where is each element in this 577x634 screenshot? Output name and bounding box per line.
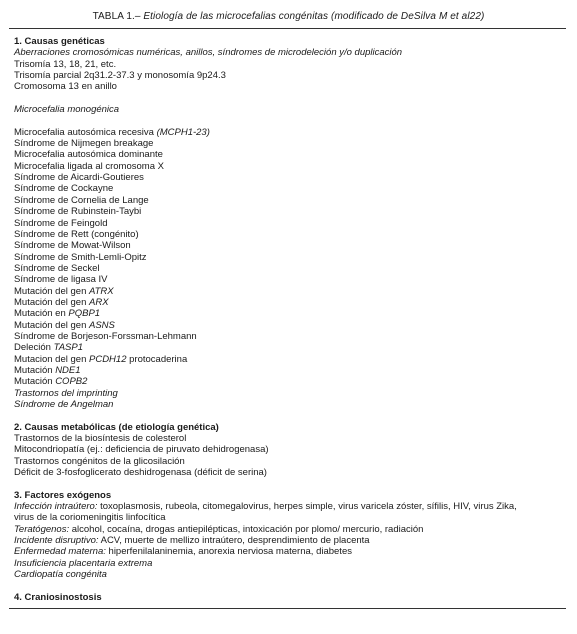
list-item: Microcefalia ligada al cromosoma X [14, 160, 164, 172]
item-text: Mutación [14, 376, 56, 388]
table-caption: Etiología de las microcefalias congénitas (modificado de DeSilva M et al22) [143, 11, 485, 22]
list-item: Síndrome de Mowat-Wilson [14, 240, 131, 252]
list-item: Insuficiencia placentaria extrema [14, 557, 153, 569]
list-item [14, 501, 564, 512]
list-item: Síndrome de Nijmegen breakage [14, 138, 154, 150]
list-item: Síndrome de Angelman [14, 399, 114, 410]
list-item [14, 365, 564, 376]
top-rule [9, 28, 566, 29]
list-item: Trisomía parcial 2q31.2-37.3 y monosomía 9p24.3 [14, 70, 226, 82]
list-item [14, 297, 564, 308]
list-item: Síndrome de ligasa IV [14, 274, 108, 286]
item-text: toxoplasmosis, rubeola, citomegalovirus, herpes simple, virus varicela zóster, sífilis, HIV, virus Zika, [97, 501, 517, 513]
list-item: Cardiopatía congénita [14, 569, 107, 581]
gene-name: ATRX [89, 285, 114, 297]
spacer [14, 478, 564, 489]
item-label: Teratógenos: [14, 523, 70, 535]
gene-name: PQBP1 [68, 308, 101, 320]
subheading-monogenic: Microcefalia monogénica [14, 104, 120, 116]
table-title [0, 11, 577, 22]
item-label: Enfermedad materna: [14, 546, 106, 558]
gene-name: COPB2 [55, 376, 88, 388]
list-item [14, 535, 564, 546]
list-item: Síndrome de Cockayne [14, 183, 114, 195]
list-item: Trastornos congénitos de la glicosilación [14, 455, 185, 467]
item-label: Infección intraútero: [14, 501, 98, 513]
table-number: TABLA 1.– [92, 11, 144, 22]
list-item: Síndrome de Rubinstein-Taybi [14, 206, 142, 218]
item-text: alcohol, cocaína, drogas antiepilépticas, intoxicación por plomo/ mercurio, radiación [69, 523, 424, 535]
list-item: Síndrome de Rett (congénito) [14, 228, 139, 240]
list-item [14, 286, 564, 297]
item-text: ACV, muerte de mellizo intraútero, desprendimiento de placenta [98, 535, 370, 547]
list-item [14, 524, 564, 535]
gene-name: ASNS [89, 319, 115, 331]
section-heading-metabolic: 2. Causas metabólicas (de etiología genética) [14, 421, 219, 433]
list-item: Síndrome de Smith-Lemli-Opitz [14, 251, 147, 263]
gene-name: NDE1 [55, 364, 81, 376]
list-item: Trastornos del imprinting [14, 387, 118, 399]
spacer [14, 581, 564, 592]
item-label: Incidente disruptivo: [14, 535, 99, 547]
list-item: Aberraciones cromosómicas numéricas, anillos, síndromes de microdeleción y/o duplicación [14, 47, 403, 59]
list-item: Mitocondriopatía (ej.: deficiencia de piruvato dehidrogenasa) [14, 444, 269, 456]
item-text: protocaderina [126, 353, 188, 365]
item-text: Mutación en [14, 308, 69, 320]
list-item: Síndrome de Borjeson-Forssman-Lehmann [14, 330, 197, 342]
item-text: hiperfenilalaninemia, anorexia nerviosa materna, diabetes [105, 546, 352, 558]
list-item [14, 354, 564, 365]
gene-name: TASP1 [53, 342, 83, 354]
item-text: Mutación del gen [14, 296, 89, 308]
list-item [14, 342, 564, 353]
list-item: Síndrome de Seckel [14, 262, 100, 274]
table-body [14, 36, 564, 603]
list-item [14, 376, 564, 387]
list-item [14, 320, 564, 331]
item-text: Mutación del gen [14, 319, 89, 331]
list-item: Síndrome de Cornelia de Lange [14, 194, 149, 206]
item-text: Mutación [14, 364, 56, 376]
gene-name: ARX [89, 296, 109, 308]
list-item: Cromosoma 13 en anillo [14, 81, 117, 93]
list-item: Síndrome de Feingold [14, 217, 108, 229]
list-item [14, 127, 564, 138]
list-item: virus de la coriomeningitis linfocítica [14, 512, 166, 524]
spacer [14, 115, 564, 126]
spacer [14, 410, 564, 421]
section-heading-exogenous: 3. Factores exógenos [14, 489, 112, 501]
item-text: Microcefalia autosómica recesiva [14, 126, 157, 138]
list-item: Trisomía 13, 18, 21, etc. [14, 58, 117, 70]
list-item: Trastornos de la biosíntesis de colesterol [14, 433, 187, 445]
gene-name: (MCPH1-23) [156, 126, 210, 138]
section-heading-craniosynostosis: 4. Craniosinostosis [14, 591, 102, 603]
bottom-rule [9, 608, 566, 609]
list-item [14, 308, 564, 319]
list-item [14, 546, 564, 557]
item-text: Deleción [14, 342, 54, 354]
list-item: Microcefalia autosómica dominante [14, 149, 163, 161]
item-text: Mutacion del gen [14, 353, 89, 365]
item-text: Mutación del gen [14, 285, 89, 297]
section-heading-genetic: 1. Causas genéticas [14, 36, 105, 47]
list-item: Síndrome de Aicardi-Goutieres [14, 172, 144, 184]
gene-name: PCDH12 [89, 353, 127, 365]
spacer [14, 93, 564, 104]
list-item: Déficit de 3-fosfoglicerato deshidrogenasa (déficit de serina) [14, 467, 267, 479]
